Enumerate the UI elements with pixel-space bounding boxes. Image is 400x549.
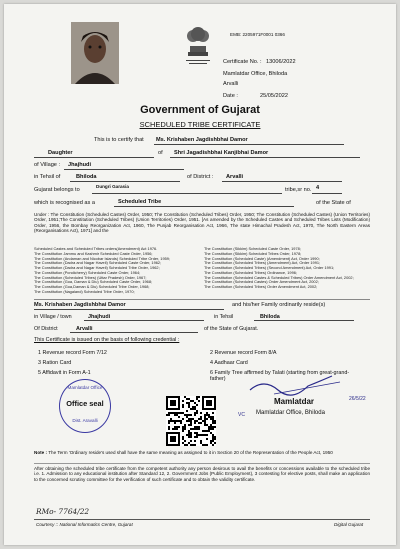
- signature-date: 26/5/22: [349, 396, 366, 402]
- order-line: The Constitution (Scheduled Caste) (Amendment) Act, Order 1990;: [204, 255, 320, 261]
- in-village: Jhajhudi: [88, 314, 111, 320]
- order-line: The Constitution (Scheduled Tribes) Order Amendment Act, 2002;: [204, 284, 318, 289]
- order-line: The Constitution (Scheduled Castes & Scheduled Tribes) Order Amendment Act, 2002;: [204, 274, 354, 280]
- after-obtaining-text: After obtaining the scheduled tribe certificate from the competent authority any person desirous to avail the benefits or concessions available to the scheduled tribe i.e. 1. Admission to any educational institution after Standard 12, 2. Government Jobs (Public Employment), 3 contesting for elective posts, shall make an application to the concerned scrutiny committee for the verification of such certificate and to obtain the validity certificate.: [34, 466, 370, 482]
- note-label: Note :: [34, 450, 48, 455]
- signature-initials: VC: [238, 412, 245, 418]
- state-label: of the State of: [316, 200, 351, 206]
- footer-digital-gujarat: Digital Gujarat: [334, 522, 364, 527]
- order-line: The Constitution (Scheduled Castes) Order Amendment Act, 2002;: [204, 279, 319, 285]
- tehsil-label: in Tehsil of: [34, 174, 61, 180]
- order-line: Scheduled Castes and Scheduled Tribes orders(Amendment) Act 1976.: [34, 246, 158, 251]
- recognised-label: which is recognised as a: [34, 200, 95, 206]
- signatory-office: Mamlatdar Office, Bhiloda: [256, 410, 325, 416]
- orders-left: [34, 247, 200, 295]
- order-line: The Constitution (Sikkim) Scheduled Caste Order, 1978;: [204, 246, 301, 251]
- district-label: of District :: [187, 174, 214, 180]
- district: Arvalli: [226, 174, 244, 180]
- stamp-center-text: Office seal: [66, 399, 104, 408]
- office-seal-stamp: [59, 379, 111, 433]
- certificate-serial: EMB: 2205971F0001 0366: [230, 32, 285, 37]
- stamp-top-text: Mamlatdar Office: [67, 385, 103, 390]
- father-name: Shri Jagadishbhai Kanjibhai Damor: [174, 150, 269, 156]
- date-label: Date :: [223, 93, 238, 99]
- certify-prefix: This is to certify that: [94, 137, 144, 143]
- certified-person-name: Ms. Krishaben Jagdishbhai Damor: [156, 137, 248, 143]
- tribe-no: 4: [316, 185, 320, 191]
- under-text: Under : The Constitution (Scheduled Castes) Order, 1950; The Constitution (Scheduled Tribes) Order, 1950; The Constitution (Scheduled Castes) (Union Territories) Order, 1951;The Constitution (Scheduled Tribes) (Union Territories) Order, 1951. [As amended by the Scheduled Castes and Scheduled Tribes Lists (Modification) Order, 1956, the Bombay Reorganization Act, 1960, The Punjab Reorganisation Act, 1966, The state Himachal Pradesh Act, 1970, The North Eastern Areas (Reorganisations Act), 1971] and the: [34, 212, 370, 234]
- belongs-label: Gujarat belongs to: [34, 187, 80, 193]
- certificate-no-label: Certificate No. :: [223, 59, 262, 65]
- recognised-as: Scheduled Tribe: [118, 199, 162, 205]
- order-line: The Constitution (Goa,Daman & Diu) Scheduled Tribe Order, 1968;: [34, 284, 150, 289]
- relation: Daughter: [48, 150, 73, 156]
- certificate-title: SCHEDULED TRIBE CERTIFICATE: [139, 120, 261, 129]
- stamp-bottom-text: Dist. Aravalli: [72, 418, 98, 423]
- in-village-label: in Village / town: [34, 314, 72, 320]
- village: Jhajhudi: [68, 162, 91, 168]
- qr-code: [166, 396, 216, 446]
- in-tehsil: Bhiloda: [260, 314, 280, 320]
- orders-right: [204, 247, 370, 290]
- order-line: The Constitution (Scheduled Tribes) (Amendment) Act, Order 1991;: [204, 260, 321, 266]
- village-label: of Village :: [34, 162, 61, 168]
- certificate-no: 13006/2022: [266, 59, 296, 65]
- credential-1: 1 Revenue record Form 7/12: [38, 350, 107, 356]
- issuing-office-district: Arvalli: [223, 81, 239, 87]
- signature-mark: [244, 372, 354, 398]
- issue-date: 25/05/2022: [260, 93, 288, 99]
- order-line: The Constitution (Scheduled Tribes) Ordinance, 1996;: [204, 269, 297, 275]
- order-line: The Constitution (Scheduled Tribes) (Uttar Pradesh) Order, 1967;: [34, 274, 147, 280]
- footer-courtesy: Courtesy :: National Informatics Centre, Gujarat: [36, 522, 133, 527]
- issued-basis: This Certificate is issued on the basis of following credential :: [34, 337, 180, 343]
- state-emblem: [180, 22, 216, 68]
- in-tehsil-label: in Tehsil: [214, 314, 234, 320]
- relation-of: of: [158, 150, 163, 156]
- order-line: The Constitution (Pondicherry) Scheduled Caste Order, 1964;: [34, 269, 141, 275]
- certificate-page: [4, 4, 396, 545]
- resident-name: Ms. Krishaben Jagdishbhai Damor: [34, 302, 126, 308]
- resident-suffix: and his/her Family ordinarily reside(s): [232, 302, 326, 308]
- order-line: The Constitution (Dadra and Nagar Haveli) Scheduled Tribe Order, 1962;: [34, 265, 160, 270]
- caste: Dungri Garasia: [96, 184, 129, 189]
- order-line: The Constitution Jammu and Kashmir Scheduled Caste Order, 1956;: [34, 250, 153, 256]
- signatory-title: Mamlatdar: [274, 397, 315, 406]
- of-district: Arvalli: [76, 326, 93, 332]
- order-line: The Constitution (Sikkim) Scheduled Tribes Order, 1978;: [204, 250, 302, 256]
- credential-5: 5 Affidavit in Form A-1: [38, 370, 91, 376]
- note-text: The Term 'Ordinary reside's used shall have the same meaning as assigned to it in Section 20 of the Representation of the People Act, 1950: [48, 450, 333, 455]
- credential-4: 4 Aadhaar Card: [210, 360, 248, 366]
- tribe-no-label: tribe,sr no.: [285, 187, 312, 193]
- government-title: Government of Gujarat: [140, 104, 260, 116]
- order-line: The Constitution (Andaman and Nicobar Islands) Scheduled Tribe Order, 1959;: [34, 255, 171, 261]
- note: [34, 450, 370, 455]
- credential-3: 3 Ration Card: [38, 360, 72, 366]
- tehsil: Bhiloda: [76, 174, 97, 180]
- order-line: The Constitution (Dadra and Nagar Haveli) Scheduled Caste Order, 1962;: [34, 260, 162, 266]
- credential-2: 2 Revenue record Form 8/A: [210, 350, 277, 356]
- order-line: The Constitution (Scheduled Tribes) (Second Amendment) Act, Order 1991;: [204, 265, 335, 270]
- of-state: of the State of Gujarat.: [204, 326, 259, 332]
- handwritten-reference: RMo- 7764/22: [36, 507, 90, 516]
- order-line: The Constitution (Goa, Daman & Diu) Scheduled Caste Order, 1968;: [34, 279, 153, 285]
- applicant-photo: [71, 22, 119, 84]
- order-line: The Constitution (Nagaland) Scheduled Tribe Order, 1970;: [34, 288, 135, 294]
- issuing-office: Mamlatdar Office, Bhiloda: [223, 71, 288, 77]
- of-district-label: Of District: [34, 326, 58, 332]
- credential-6: 6 Family Tree affirmed by Talati (starting from great-grand-father): [210, 370, 350, 383]
